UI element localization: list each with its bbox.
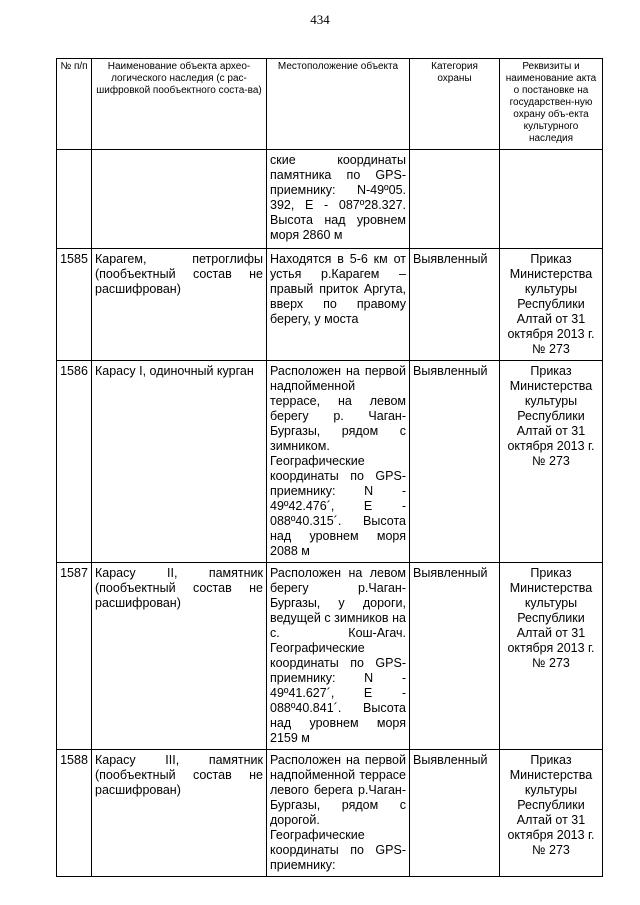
cell-category: Выявленный [410, 249, 500, 361]
cell-num: 1586 [57, 361, 92, 563]
header-category: Категория охраны [410, 59, 500, 150]
cell-requisites: Приказ Министерства культуры Республики Алтай от 31 октября 2013 г. № 273 [500, 361, 603, 563]
cell-num [57, 150, 92, 249]
cell-location: Расположен на левом берегу р.Чаган-Бургазы, у дороги, ведущей с зимников на с. Кош-Агач. Географические координаты по GPS-приемнику: N - 49º41.627´, E - 088º40.841´. Высота над уровнем моря 2159 м [267, 563, 410, 750]
cell-requisites [500, 150, 603, 249]
header-num: № п/п [57, 59, 92, 150]
cell-location: Находятся в 5-6 км от устья р.Карагем – правый приток Аргута, вверх по правому берегу, у моста [267, 249, 410, 361]
cell-requisites: Приказ Министерства культуры Республики Алтай от 31 октября 2013 г. № 273 [500, 750, 603, 877]
header-name: Наименование объекта архео-логического наследия (с рас-шифровкой пообъектного соста-ва) [92, 59, 267, 150]
table-row [57, 750, 603, 877]
cell-num: 1585 [57, 249, 92, 361]
cell-name: Карасу I, одиночный курган [92, 361, 267, 563]
cell-category: Выявленный [410, 563, 500, 750]
cell-num: 1587 [57, 563, 92, 750]
cell-location: Расположен на первой надпойменной террасе, на левом берегу р. Чаган-Бургазы, рядом с зимником. Географические координаты по GPS-приемнику: N - 49º42.476´, E - 088º40.315´. Высота над уровнем моря 2088 м [267, 361, 410, 563]
table-row [57, 249, 603, 361]
cell-name: Карасу III, памятник (пообъектный состав не расшифрован) [92, 750, 267, 877]
table-row [57, 361, 603, 563]
cell-location: ские координаты памятника по GPS-приемнику: N-49º05. 392, E - 087º28.327. Высота над уровнем моря 2860 м [267, 150, 410, 249]
cell-category: Выявленный [410, 750, 500, 877]
header-location: Местоположение объекта [267, 59, 410, 150]
cell-name: Карасу II, памятник (пообъектный состав не расшифрован) [92, 563, 267, 750]
cell-requisites: Приказ Министерства культуры Республики Алтай от 31 октября 2013 г. № 273 [500, 249, 603, 361]
cell-name: Карагем, петроглифы (пообъектный состав не расшифрован) [92, 249, 267, 361]
page-number: 434 [310, 12, 330, 27]
table-row [57, 563, 603, 750]
table-row-continuation [57, 150, 603, 249]
cell-num: 1588 [57, 750, 92, 877]
cell-category: Выявленный [410, 361, 500, 563]
heritage-registry-table [56, 58, 603, 877]
table-header-row [57, 59, 603, 150]
cell-category [410, 150, 500, 249]
cell-requisites: Приказ Министерства культуры Республики Алтай от 31 октября 2013 г. № 273 [500, 563, 603, 750]
header-requisites: Реквизиты и наименование акта о постановке на государствен-ную охрану объ-екта культурного наследия [500, 59, 603, 150]
cell-location: Расположен на первой надпойменной террасе левого берега р.Чаган-Бургазы, рядом с дорогой. Географические координаты по GPS-приемнику: [267, 750, 410, 877]
cell-name [92, 150, 267, 249]
